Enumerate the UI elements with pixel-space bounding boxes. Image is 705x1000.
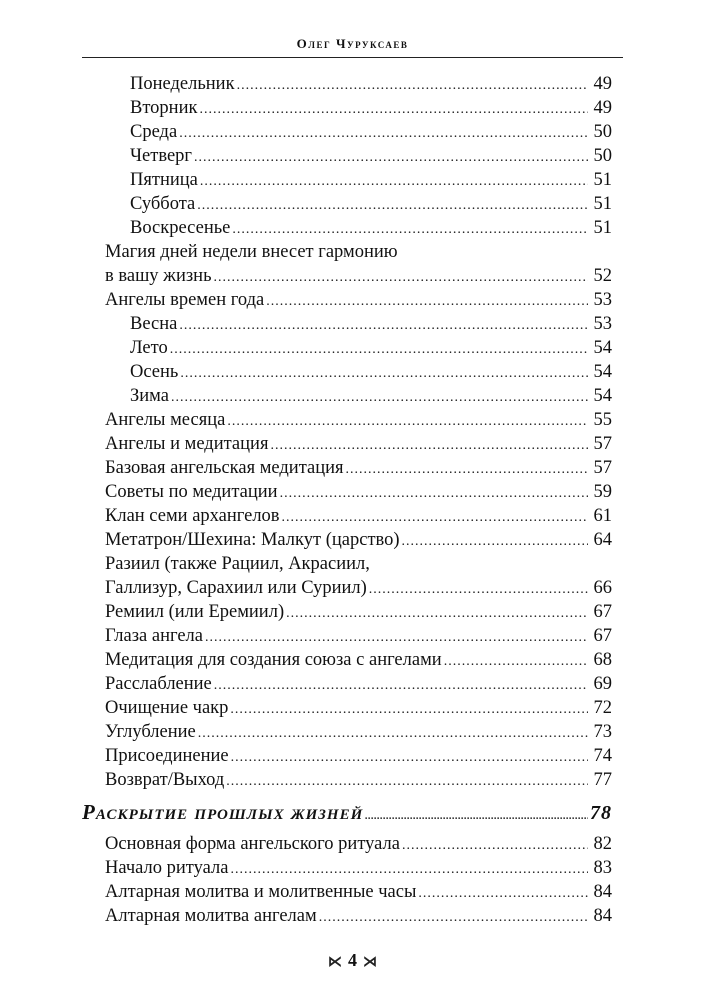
toc-entry-page: 68 xyxy=(593,650,612,670)
toc-entry-page: 67 xyxy=(593,626,612,646)
toc-entry-page: 78 xyxy=(590,802,612,824)
toc-entry-page: 61 xyxy=(593,506,612,526)
right-ornament-icon: ⋊ xyxy=(363,955,377,970)
toc-entry-page: 53 xyxy=(593,290,612,310)
dot-leader xyxy=(270,434,588,458)
dot-leader xyxy=(199,98,588,122)
dot-leader xyxy=(282,506,588,530)
running-header: Олег Чуруксаев xyxy=(296,36,409,51)
toc-entry[interactable] xyxy=(105,880,612,906)
toc-entry-label: Расслабление xyxy=(105,674,212,694)
dot-leader xyxy=(179,314,588,338)
dot-leader xyxy=(200,170,588,194)
toc-entry-label: Осень xyxy=(130,362,179,382)
toc-entry[interactable] xyxy=(105,288,612,314)
toc-entry-page: 54 xyxy=(593,386,612,406)
toc-entry-page: 77 xyxy=(593,770,612,790)
toc-entry-page: 83 xyxy=(593,858,612,878)
dot-leader xyxy=(198,722,588,746)
toc-entry-page: 54 xyxy=(593,338,612,358)
toc-entry-page: 84 xyxy=(593,906,612,926)
toc-entry[interactable] xyxy=(105,432,612,458)
dot-leader xyxy=(319,906,588,930)
toc-entry-page: 72 xyxy=(593,698,612,718)
toc-entry[interactable] xyxy=(130,168,612,194)
toc-entry-label: Основная форма ангельского ритуала xyxy=(105,834,400,854)
dot-leader xyxy=(230,698,588,722)
header-divider xyxy=(82,57,623,58)
toc-entry[interactable] xyxy=(105,624,612,650)
dot-leader xyxy=(232,218,588,242)
toc-entry-label: Воскресенье xyxy=(130,218,231,238)
toc-entry[interactable] xyxy=(130,360,612,386)
toc-entry-page: 67 xyxy=(593,602,612,622)
dot-leader xyxy=(179,122,588,146)
toc-entry[interactable] xyxy=(105,904,612,930)
dot-leader xyxy=(194,146,588,170)
toc-entry-page: 53 xyxy=(593,314,612,334)
toc-entry-label: Очищение чакр xyxy=(105,698,229,718)
toc-entry-page: 51 xyxy=(593,170,612,190)
toc-entry[interactable] xyxy=(105,672,612,698)
toc-entry[interactable] xyxy=(105,240,612,264)
dot-leader xyxy=(205,626,588,650)
toc-entry[interactable] xyxy=(105,832,612,858)
toc-entry-label: Весна xyxy=(130,314,178,334)
toc-entry[interactable] xyxy=(105,552,612,576)
dot-leader xyxy=(237,74,588,98)
toc-entry[interactable] xyxy=(130,216,612,242)
toc-entry[interactable] xyxy=(130,336,612,362)
toc-entry[interactable] xyxy=(105,408,612,434)
toc-entry-page: 74 xyxy=(593,746,612,766)
toc-entry-label: Возврат/Выход xyxy=(105,770,225,790)
toc-entry[interactable] xyxy=(105,720,612,746)
dot-leader xyxy=(214,266,588,290)
dot-leader xyxy=(346,458,588,482)
toc-entry[interactable] xyxy=(105,696,612,722)
toc-entry-label: Алтарная молитва ангелам xyxy=(105,906,317,926)
toc-entry-label: Присоединение xyxy=(105,746,229,766)
toc-entry-label: Четверг xyxy=(130,146,192,166)
toc-entry-page: 51 xyxy=(593,218,612,238)
toc-entry-page: 73 xyxy=(593,722,612,742)
dot-leader xyxy=(286,602,588,626)
toc-entry-page: 64 xyxy=(593,530,612,550)
dot-leader xyxy=(171,386,588,410)
toc-entry-label: Раскрытие прошлых жизней xyxy=(82,800,364,824)
toc-entry-label: Понедельник xyxy=(130,74,235,94)
toc-entry-label: Метатрон/Шехина: Малкут (царство) xyxy=(105,530,400,550)
toc-entry-page: 66 xyxy=(593,578,612,598)
dot-leader xyxy=(369,578,588,602)
toc-entry-page: 59 xyxy=(593,482,612,502)
toc-entry-page: 49 xyxy=(593,98,612,118)
toc-entry-page: 84 xyxy=(593,882,612,902)
toc-entry-label: Ремиил (или Еремиил) xyxy=(105,602,285,622)
toc-entry-label: Вторник xyxy=(130,98,198,118)
toc-entry-label: Углубление xyxy=(105,722,196,742)
dot-leader xyxy=(227,410,588,434)
toc-entry[interactable] xyxy=(130,192,612,218)
toc-entry-page: 51 xyxy=(593,194,612,214)
toc-entry-page: 54 xyxy=(593,362,612,382)
toc-entry[interactable] xyxy=(130,96,612,122)
toc-entry-page: 55 xyxy=(593,410,612,430)
dot-leader xyxy=(231,746,588,770)
dot-leader xyxy=(266,290,588,314)
toc-entry[interactable] xyxy=(130,144,612,170)
toc-entry[interactable] xyxy=(130,120,612,146)
dot-leader xyxy=(170,338,588,362)
toc-entry-label: Пятница xyxy=(130,170,198,190)
dot-leader xyxy=(226,770,588,794)
toc-entry[interactable] xyxy=(130,72,612,98)
dot-leader xyxy=(197,194,588,218)
page-footer xyxy=(0,950,705,971)
toc-entry-page: 49 xyxy=(593,74,612,94)
toc-entry[interactable] xyxy=(105,264,612,290)
toc-entry-label: Магия дней недели внесет гармонию xyxy=(105,242,398,262)
toc-entry-label: Медитация для создания союза с ангелами xyxy=(105,650,442,670)
dot-leader xyxy=(418,882,588,906)
toc-entry-label: Ангелы и медитация xyxy=(105,434,269,454)
toc-entry-label: Лето xyxy=(130,338,168,358)
toc-entry[interactable] xyxy=(105,856,612,882)
toc-section-heading[interactable] xyxy=(82,800,612,829)
toc-entry[interactable] xyxy=(105,480,612,506)
toc-entry[interactable] xyxy=(105,504,612,530)
dot-leader xyxy=(230,858,588,882)
dot-leader xyxy=(214,674,588,698)
dot-leader xyxy=(280,482,588,506)
toc-entry-label: в вашу жизнь xyxy=(105,266,212,286)
left-ornament-icon: ⋉ xyxy=(328,955,342,970)
toc-entry-label: Галлизур, Сарахиил или Суриил) xyxy=(105,578,367,598)
dot-leader xyxy=(444,650,588,674)
toc-entry[interactable] xyxy=(105,528,612,554)
toc-entry[interactable] xyxy=(105,648,612,674)
toc-entry-page: 50 xyxy=(593,122,612,142)
dot-leader xyxy=(402,834,588,858)
toc-entry-page: 57 xyxy=(593,458,612,478)
toc-entry-label: Среда xyxy=(130,122,178,142)
toc-entry-page: 52 xyxy=(593,266,612,286)
toc-entry[interactable] xyxy=(130,384,612,410)
dot-leader xyxy=(180,362,588,386)
toc-entry-label: Ангелы времен года xyxy=(105,290,265,310)
toc-entry-label: Советы по медитации xyxy=(105,482,278,502)
toc-entry[interactable] xyxy=(105,576,612,602)
toc-entry[interactable] xyxy=(105,744,612,770)
toc-entry-label: Ангелы месяца xyxy=(105,410,226,430)
toc-entry-label: Глаза ангела xyxy=(105,626,204,646)
toc-entry-label: Начало ритуала xyxy=(105,858,229,878)
toc-entry-page: 57 xyxy=(593,434,612,454)
page-number: 4 xyxy=(348,950,357,970)
toc-entry[interactable] xyxy=(105,768,612,794)
toc-entry[interactable] xyxy=(105,456,612,482)
toc-entry-page: 50 xyxy=(593,146,612,166)
toc-entry-label: Алтарная молитва и молитвенные часы xyxy=(105,882,417,902)
dot-leader xyxy=(365,805,588,829)
toc-entry-label: Зима xyxy=(130,386,169,406)
toc-entry-label: Клан семи архангелов xyxy=(105,506,280,526)
dot-leader xyxy=(402,530,588,554)
toc-entry[interactable] xyxy=(105,600,612,626)
toc-entry[interactable] xyxy=(130,312,612,338)
toc-entry-label: Разиил (также Рациил, Акрасиил, xyxy=(105,554,370,574)
toc-entry-page: 82 xyxy=(593,834,612,854)
toc-entry-label: Суббота xyxy=(130,194,196,214)
toc-entry-page: 69 xyxy=(593,674,612,694)
toc-entry-label: Базовая ангельская медитация xyxy=(105,458,344,478)
